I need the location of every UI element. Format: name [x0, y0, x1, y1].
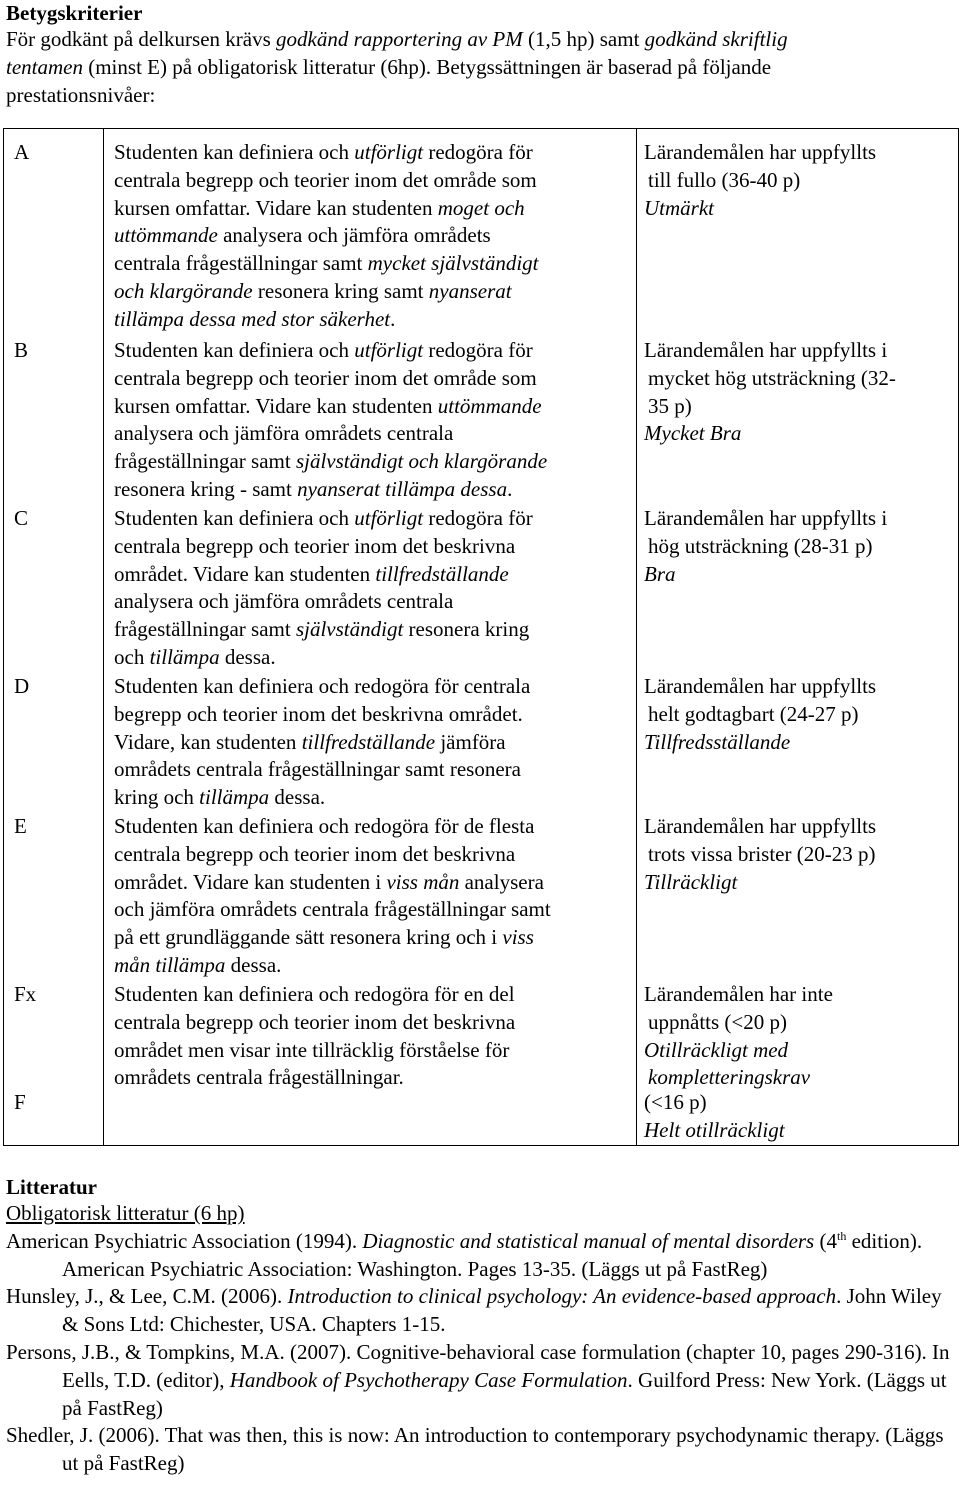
literature-section: [6, 1174, 954, 1478]
description-line: [114, 250, 624, 278]
description-text: centrala frågeställningar samt: [114, 251, 368, 276]
description-text: resonera kring - samt: [114, 476, 298, 501]
outcome-line: hög utsträckning (28-31 p): [648, 533, 873, 558]
reference-text: Shedler, J. (2006). That was then, this is now: An introduction to contemporary psychodynamic therapy. (Läggs ut på FastReg): [6, 1423, 944, 1476]
outcome-line: uppnåtts (<20 p): [648, 1009, 787, 1034]
grade-letter: D: [14, 674, 30, 698]
description-line: [114, 588, 624, 616]
reference-item: [6, 1283, 954, 1339]
description-text: dessa.: [219, 644, 276, 669]
description-text: centrala begrepp och teorier inom det beskrivna: [114, 533, 516, 558]
description-text: området. Vidare kan studenten: [114, 561, 376, 586]
grade-description: [114, 337, 624, 504]
grade-outcome: [644, 813, 954, 896]
description-text: resonera kring: [403, 617, 530, 642]
description-text: centrala begrepp och teorier inom det område som: [114, 365, 537, 390]
description-line: [114, 701, 624, 729]
description-text: Vidare, kan studenten: [114, 729, 302, 754]
outcome-line: 35 p): [648, 393, 692, 418]
description-text: Studenten kan definiera och redogöra för centrala: [114, 674, 531, 698]
reference-text: edition). American Psychiatric Association: Washington. Pages 13-35. (Läggs ut på FastReg): [62, 1228, 923, 1281]
outcome-line: (<16 p): [644, 1090, 707, 1114]
grade-description: [114, 673, 624, 812]
literature-heading: Litteratur: [6, 1175, 97, 1199]
grade-outcome: [644, 1089, 954, 1145]
description-text: .: [507, 476, 513, 501]
grade-label: kompletteringskrav: [648, 1065, 811, 1090]
description-line: [114, 784, 624, 812]
description-line: [114, 756, 624, 784]
description-text: frågeställningar samt: [114, 449, 296, 474]
grade-label: Utmärkt: [644, 195, 714, 220]
literature-subheading: Obligatorisk litteratur (6 hp): [6, 1201, 245, 1225]
description-line: [114, 644, 624, 672]
reference-text: . John Wiley & Sons Ltd: Chichester, USA. Chapters 1-15.: [62, 1284, 942, 1337]
reference-text: American Psychiatric Association (1994).: [6, 1228, 363, 1253]
description-line: [114, 278, 624, 306]
grade-letter: Fx: [14, 982, 37, 1006]
grade-letter: F: [14, 1090, 26, 1114]
section-heading: Betygskriterier: [6, 1, 143, 25]
emphasis-text: och klargörande: [114, 278, 253, 303]
description-text: kursen omfattar. Vidare kan studenten: [114, 393, 438, 418]
description-line: [114, 924, 624, 952]
emphasis-text: utförligt: [354, 338, 424, 362]
emphasis-text: utförligt: [354, 140, 424, 164]
description-line: [114, 952, 624, 980]
emphasis-text: moget och: [437, 195, 525, 220]
reference-text: Persons, J.B., & Tompkins, M.A. (2007). Cognitive-behavioral case formulation (chapter 10, pages 290-316). In Eells, T.D. (editor),: [6, 1339, 950, 1392]
description-line: [114, 195, 624, 223]
description-text: området men visar inte tillräcklig förståelse för: [114, 1037, 510, 1062]
description-line: [114, 869, 624, 897]
description-text: redogöra för: [423, 506, 533, 530]
outcome-line: Lärandemålen har uppfyllts i: [644, 506, 888, 530]
grade-letter: A: [14, 140, 30, 164]
emphasis-text: mån tillämpa: [114, 952, 226, 977]
outcome-line: Lärandemålen har uppfyllts: [644, 814, 877, 838]
description-text: analysera och jämföra områdets: [217, 223, 491, 248]
grade-description: [114, 139, 624, 334]
description-line: [114, 813, 624, 841]
outcome-line: Lärandemålen har uppfyllts i: [644, 338, 888, 362]
grade-description: [114, 505, 624, 672]
intro-line-1: [6, 26, 954, 54]
emphasis-text: självständigt och klargörande: [295, 449, 548, 474]
grading-section: [6, 0, 954, 109]
description-line: [114, 420, 624, 448]
description-text: resonera kring samt: [252, 278, 429, 303]
description-text: Studenten kan definiera och redogöra för de flesta: [114, 814, 535, 838]
description-text: kursen omfattar. Vidare kan studenten: [114, 195, 438, 220]
emphasis-text: tillämpa: [199, 785, 270, 810]
description-line: [114, 533, 624, 561]
grade-label: Bra: [644, 561, 676, 586]
table-divider: [103, 129, 104, 1145]
description-line: [114, 841, 624, 869]
reference-item: [6, 1339, 954, 1422]
reference-title: Diagnostic and statistical manual of mental disorders: [362, 1228, 815, 1253]
description-text: dessa.: [269, 785, 326, 810]
grade-outcome: [644, 505, 954, 588]
emphasis-text: viss: [502, 925, 534, 950]
grade-outcome: [644, 139, 954, 222]
description-text: på ett grundläggande sätt resonera kring och i: [114, 925, 503, 950]
reference-title: Introduction to clinical psychology: An evidence-based approach: [287, 1284, 837, 1309]
description-text: analysera och jämföra områdets centrala: [114, 421, 454, 446]
description-text: Studenten kan definiera och: [114, 506, 355, 530]
reference-text: . Guilford Press: New York. (Läggs ut på FastReg): [62, 1367, 947, 1420]
description-line: [114, 306, 624, 334]
description-text: områdets centrala frågeställningar samt resonera: [114, 757, 521, 782]
description-text: dessa.: [225, 952, 282, 977]
description-line: [114, 365, 624, 393]
description-text: begrepp och teorier inom det beskrivna området.: [114, 701, 523, 726]
emphasis-text: uttömmande: [114, 223, 218, 248]
emphasis-text: tillämpa dessa med stor säkerhet: [114, 306, 391, 331]
description-text: centrala begrepp och teorier inom det område som: [114, 167, 537, 192]
emphasis-text: tillfredställande: [301, 729, 436, 754]
intro-text: För godkänt på delkursen krävs: [6, 27, 277, 51]
description-text: frågeställningar samt: [114, 617, 296, 642]
reference-text: (4: [814, 1228, 837, 1253]
emphasis-text: nyanserat: [428, 278, 512, 303]
grade-description: [114, 813, 624, 980]
reference-title: Handbook of Psychotherapy Case Formulation: [229, 1367, 628, 1392]
description-text: kring och: [114, 785, 200, 810]
outcome-line: till fullo (36-40 p): [648, 167, 801, 192]
description-line: [114, 673, 624, 701]
emphasis-text: nyanserat tillämpa dessa: [297, 476, 508, 501]
description-text: områdets centrala frågeställningar.: [114, 1065, 404, 1090]
reference-text: Hunsley, J., & Lee, C.M. (2006).: [6, 1284, 288, 1309]
description-line: [114, 1064, 624, 1092]
description-line: [114, 981, 624, 1009]
intro-emphasis: godkänd rapportering av PM: [276, 27, 523, 51]
grade-letter: B: [14, 338, 29, 362]
grade-label: Helt otillräckligt: [644, 1117, 785, 1142]
intro-line-3: prestationsnivåer:: [6, 82, 156, 107]
description-line: [114, 476, 624, 504]
intro-emphasis: tentamen: [6, 54, 83, 79]
description-text: Studenten kan definiera och: [114, 140, 355, 164]
description-text: centrala begrepp och teorier inom det beskrivna: [114, 1009, 516, 1034]
description-line: [114, 896, 624, 924]
reference-item: [6, 1228, 954, 1284]
intro-line-2: [6, 54, 954, 82]
description-text: centrala begrepp och teorier inom det beskrivna: [114, 841, 516, 866]
grade-label: Mycket Bra: [644, 421, 742, 446]
description-line: [114, 337, 624, 365]
description-line: [114, 167, 624, 195]
description-line: [114, 505, 624, 533]
description-text: .: [390, 306, 396, 331]
grade-label: Otillräckligt med: [644, 1037, 789, 1062]
intro-paragraph: [6, 26, 954, 109]
grade-outcome: [644, 981, 954, 1092]
grade-label: Tillfredsställande: [644, 729, 791, 754]
description-line: [114, 1009, 624, 1037]
description-text: området. Vidare kan studenten i: [114, 869, 387, 894]
grade-letter: E: [14, 814, 27, 838]
description-line: [114, 222, 624, 250]
description-text: jämföra: [435, 729, 506, 754]
outcome-line: Lärandemålen har uppfyllts: [644, 140, 877, 164]
description-line: [114, 616, 624, 644]
emphasis-text: självständigt: [295, 617, 404, 642]
grade-outcome: [644, 337, 954, 448]
table-divider: [636, 129, 637, 1145]
emphasis-text: uttömmande: [437, 393, 542, 418]
description-line: [114, 729, 624, 757]
description-line: [114, 139, 624, 167]
intro-text: (1,5 hp) samt: [522, 27, 645, 51]
grade-label: Tillräckligt: [644, 869, 738, 894]
emphasis-text: tillämpa: [149, 644, 220, 669]
reference-superscript: th: [836, 1228, 847, 1243]
outcome-line: helt godtagbart (24-27 p): [648, 701, 859, 726]
description-text: analysera och jämföra områdets centrala: [114, 589, 454, 614]
description-line: [114, 1037, 624, 1065]
description-text: redogöra för: [423, 338, 533, 362]
description-text: Studenten kan definiera och: [114, 338, 355, 362]
emphasis-text: mycket självständigt: [367, 251, 539, 276]
grading-table: [3, 128, 959, 1146]
grade-letter: C: [14, 506, 29, 530]
outcome-line: Lärandemålen har uppfyllts: [644, 674, 877, 698]
emphasis-text: tillfredställande: [375, 561, 509, 586]
description-line: [114, 448, 624, 476]
outcome-line: mycket hög utsträckning (32-: [648, 365, 896, 390]
description-text: och: [114, 644, 150, 669]
reference-item: [6, 1422, 954, 1478]
description-text: och jämföra områdets centrala frågeställningar samt: [114, 897, 551, 922]
grade-description: [114, 981, 624, 1092]
emphasis-text: viss mån: [386, 869, 460, 894]
description-text: redogöra för: [423, 140, 533, 164]
intro-emphasis: godkänd skriftlig: [644, 27, 788, 51]
outcome-line: trots vissa brister (20-23 p): [648, 841, 876, 866]
reference-list: [6, 1228, 954, 1478]
description-text: analysera: [459, 869, 544, 894]
emphasis-text: utförligt: [354, 506, 424, 530]
grade-outcome: [644, 673, 954, 756]
description-line: [114, 561, 624, 589]
outcome-line: Lärandemålen har inte: [644, 982, 833, 1006]
description-line: [114, 393, 624, 421]
description-text: Studenten kan definiera och redogöra för en del: [114, 982, 515, 1006]
intro-text: (minst E) på obligatorisk litteratur (6hp). Betygssättningen är baserad på följande: [82, 54, 772, 79]
